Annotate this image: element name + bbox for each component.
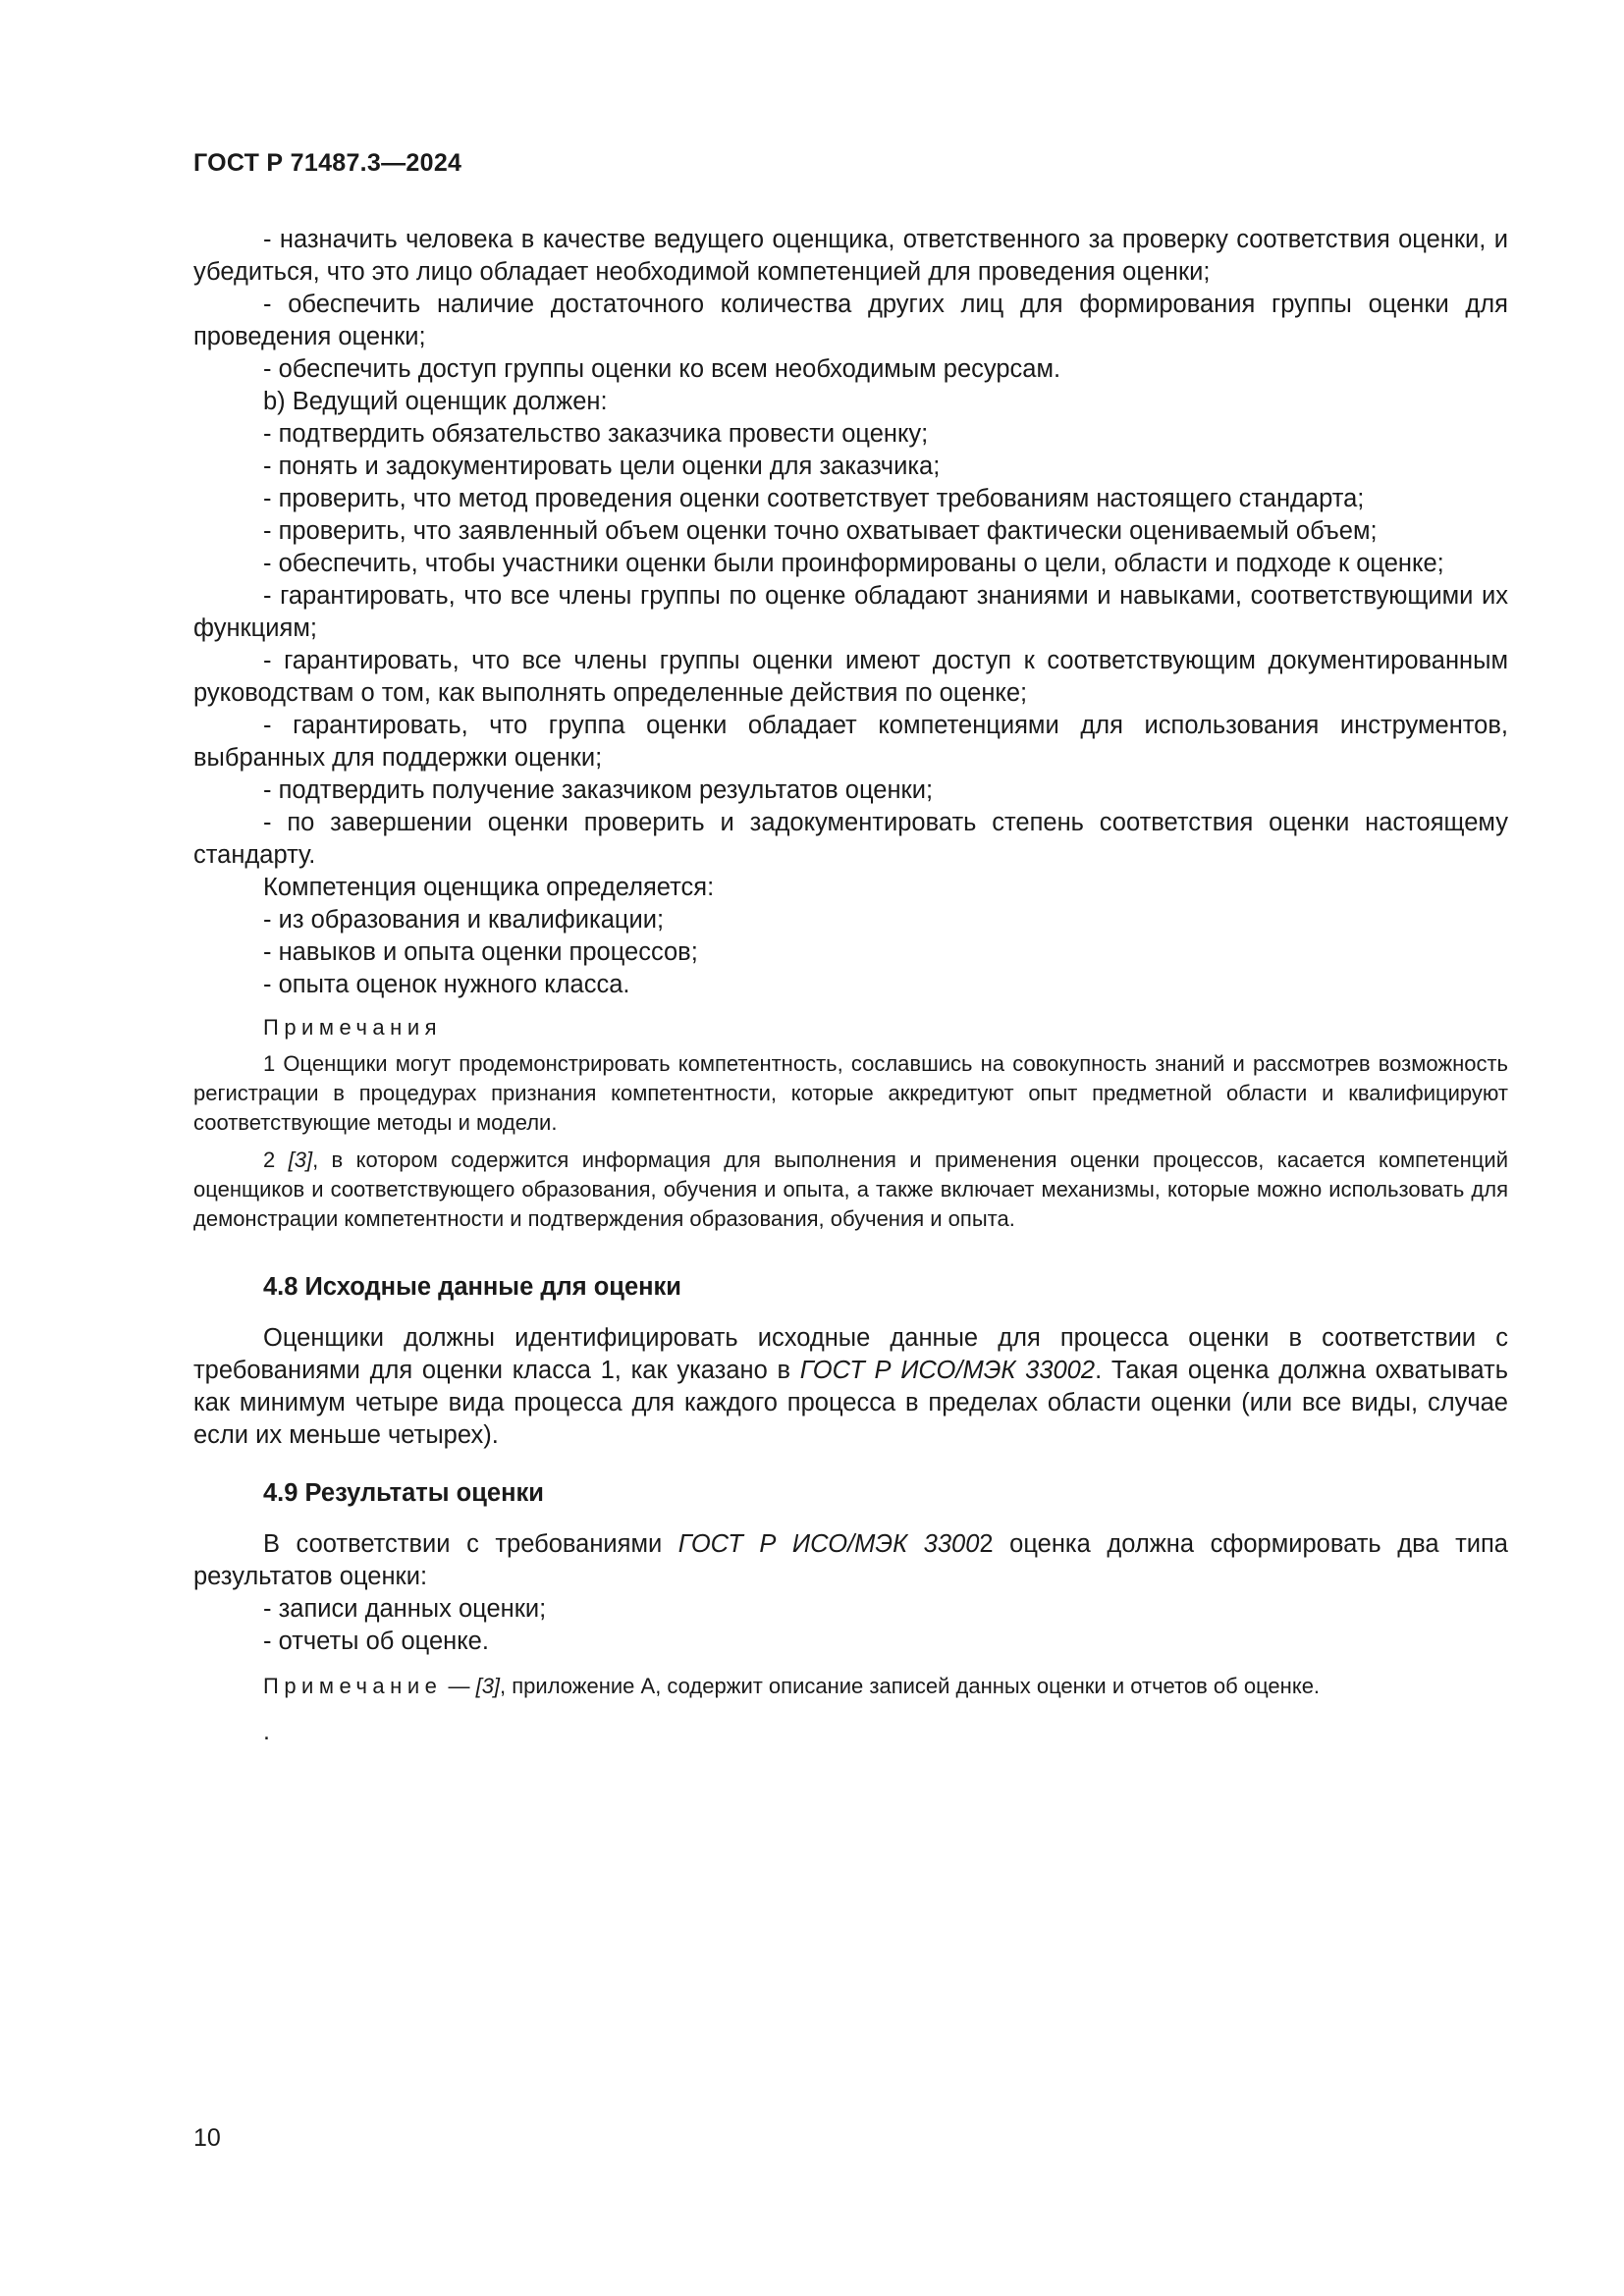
text-span: В соответствии с требованиями bbox=[263, 1530, 678, 1558]
paragraph: - из образования и квалификации; bbox=[263, 906, 665, 934]
paragraph: - понять и задокументировать цели оценки для заказчика; bbox=[263, 453, 941, 480]
paragraph: - проверить, что заявленный объем оценки точно охватывает фактически оцениваемый объем; bbox=[263, 517, 1378, 545]
section-4-8-paragraph bbox=[193, 1322, 1508, 1452]
note-2-text: , в котором содержится информация для выполнения и применения оценки процессов, касается компетенций оценщиков и соответствующего образования, обучения и опыта, а также включает механизмы, которые можно использовать для демонстрации компетентности и подтверждения образования, обучения и опыта. bbox=[193, 1148, 1508, 1231]
reference-link: [3] bbox=[288, 1148, 313, 1172]
paragraph: - проверить, что метод проведения оценки соответствует требованиям настоящего стандарта; bbox=[263, 485, 1365, 512]
paragraph: - подтвердить получение заказчиком результатов оценки; bbox=[263, 776, 934, 804]
paragraph: b) Ведущий оценщик должен: bbox=[263, 388, 608, 415]
note-dash: — bbox=[442, 1674, 476, 1698]
paragraph: - обеспечить наличие достаточного количества других лиц для формирования группы оценки для проведения оценки; bbox=[193, 291, 1508, 350]
paragraph: - гарантировать, что все члены группы по оценке обладают знаниями и навыками, соответствующими их функциям; bbox=[193, 582, 1508, 642]
standard-reference: ГОСТ Р ИСО/МЭК 33002 bbox=[799, 1357, 1096, 1384]
section-4-9-paragraph bbox=[193, 1528, 1508, 1593]
note-label: Примечание bbox=[263, 1674, 443, 1698]
stray-dot: . bbox=[263, 1718, 270, 1745]
paragraph: - подтвердить обязательство заказчика провести оценку; bbox=[263, 420, 929, 448]
section-heading-4-8: 4.8 Исходные данные для оценки bbox=[263, 1273, 681, 1301]
notes-label: Примечания bbox=[263, 1015, 443, 1040]
text-span: 2 оценка должна сформировать два типа результатов оценки: bbox=[193, 1530, 1508, 1590]
note-text: , приложение А, содержит описание записей данных оценки и отчетов об оценке. bbox=[500, 1674, 1321, 1698]
paragraph: - опыта оценок нужного класса. bbox=[263, 971, 630, 998]
standard-reference: ГОСТ Р ИСО/МЭК 3300 bbox=[677, 1530, 980, 1558]
list-item: - отчеты об оценке. bbox=[263, 1628, 489, 1655]
paragraph: - навыков и опыта оценки процессов; bbox=[263, 938, 698, 966]
list-item: - записи данных оценки; bbox=[263, 1595, 547, 1623]
paragraph: - по завершении оценки проверить и задокументировать степень соответствия оценки настоящему стандарту. bbox=[193, 809, 1508, 869]
note-1: 1 Оценщики могут продемонстрировать компетентность, сославшись на совокупность знаний и рассмотрев возможность регистрации в процедурах признания компетентности, которые аккредитуют опыт предметной области и квалифицируют соответствующие методы и модели. bbox=[193, 1051, 1508, 1135]
text-span: Оценщики должны идентифицировать исходные данные для процесса оценки в соответствии с требованиями для оценки класса 1, как указано в bbox=[193, 1324, 1508, 1384]
paragraph: - обеспечить доступ группы оценки ко всем необходимым ресурсам. bbox=[263, 355, 1061, 383]
page-number: 10 bbox=[193, 2124, 221, 2152]
paragraph: - обеспечить, чтобы участники оценки были проинформированы о цели, области и подходе к оценке; bbox=[263, 550, 1444, 577]
paragraph: - назначить человека в качестве ведущего оценщика, ответственного за проверку соответствия оценки, и убедиться, что это лицо обладает необходимой компетенцией для проведения оценки; bbox=[193, 226, 1508, 286]
text-span: . Такая оценка должна охватывать как минимум четыре вида процесса для каждого процесса в пределах области оценки (или все виды, случае если их меньше четырех). bbox=[193, 1357, 1509, 1449]
section-heading-4-9: 4.9 Результаты оценки bbox=[263, 1479, 544, 1507]
document-header: ГОСТ Р 71487.3—2024 bbox=[193, 149, 462, 177]
paragraph: Компетенция оценщика определяется: bbox=[263, 874, 715, 901]
reference-link: [3] bbox=[475, 1674, 501, 1698]
section-4-9-note bbox=[193, 1672, 1508, 1701]
paragraph: - гарантировать, что все члены группы оценки имеют доступ к соответствующим документированным руководствам о том, как выполнять определенные действия по оценке; bbox=[193, 647, 1508, 707]
note-2-prefix: 2 bbox=[263, 1148, 289, 1172]
paragraph: - гарантировать, что группа оценки обладает компетенциями для использования инструментов, выбранных для поддержки оценки; bbox=[193, 712, 1508, 772]
note-2 bbox=[193, 1146, 1508, 1234]
document-body bbox=[193, 224, 1508, 1746]
